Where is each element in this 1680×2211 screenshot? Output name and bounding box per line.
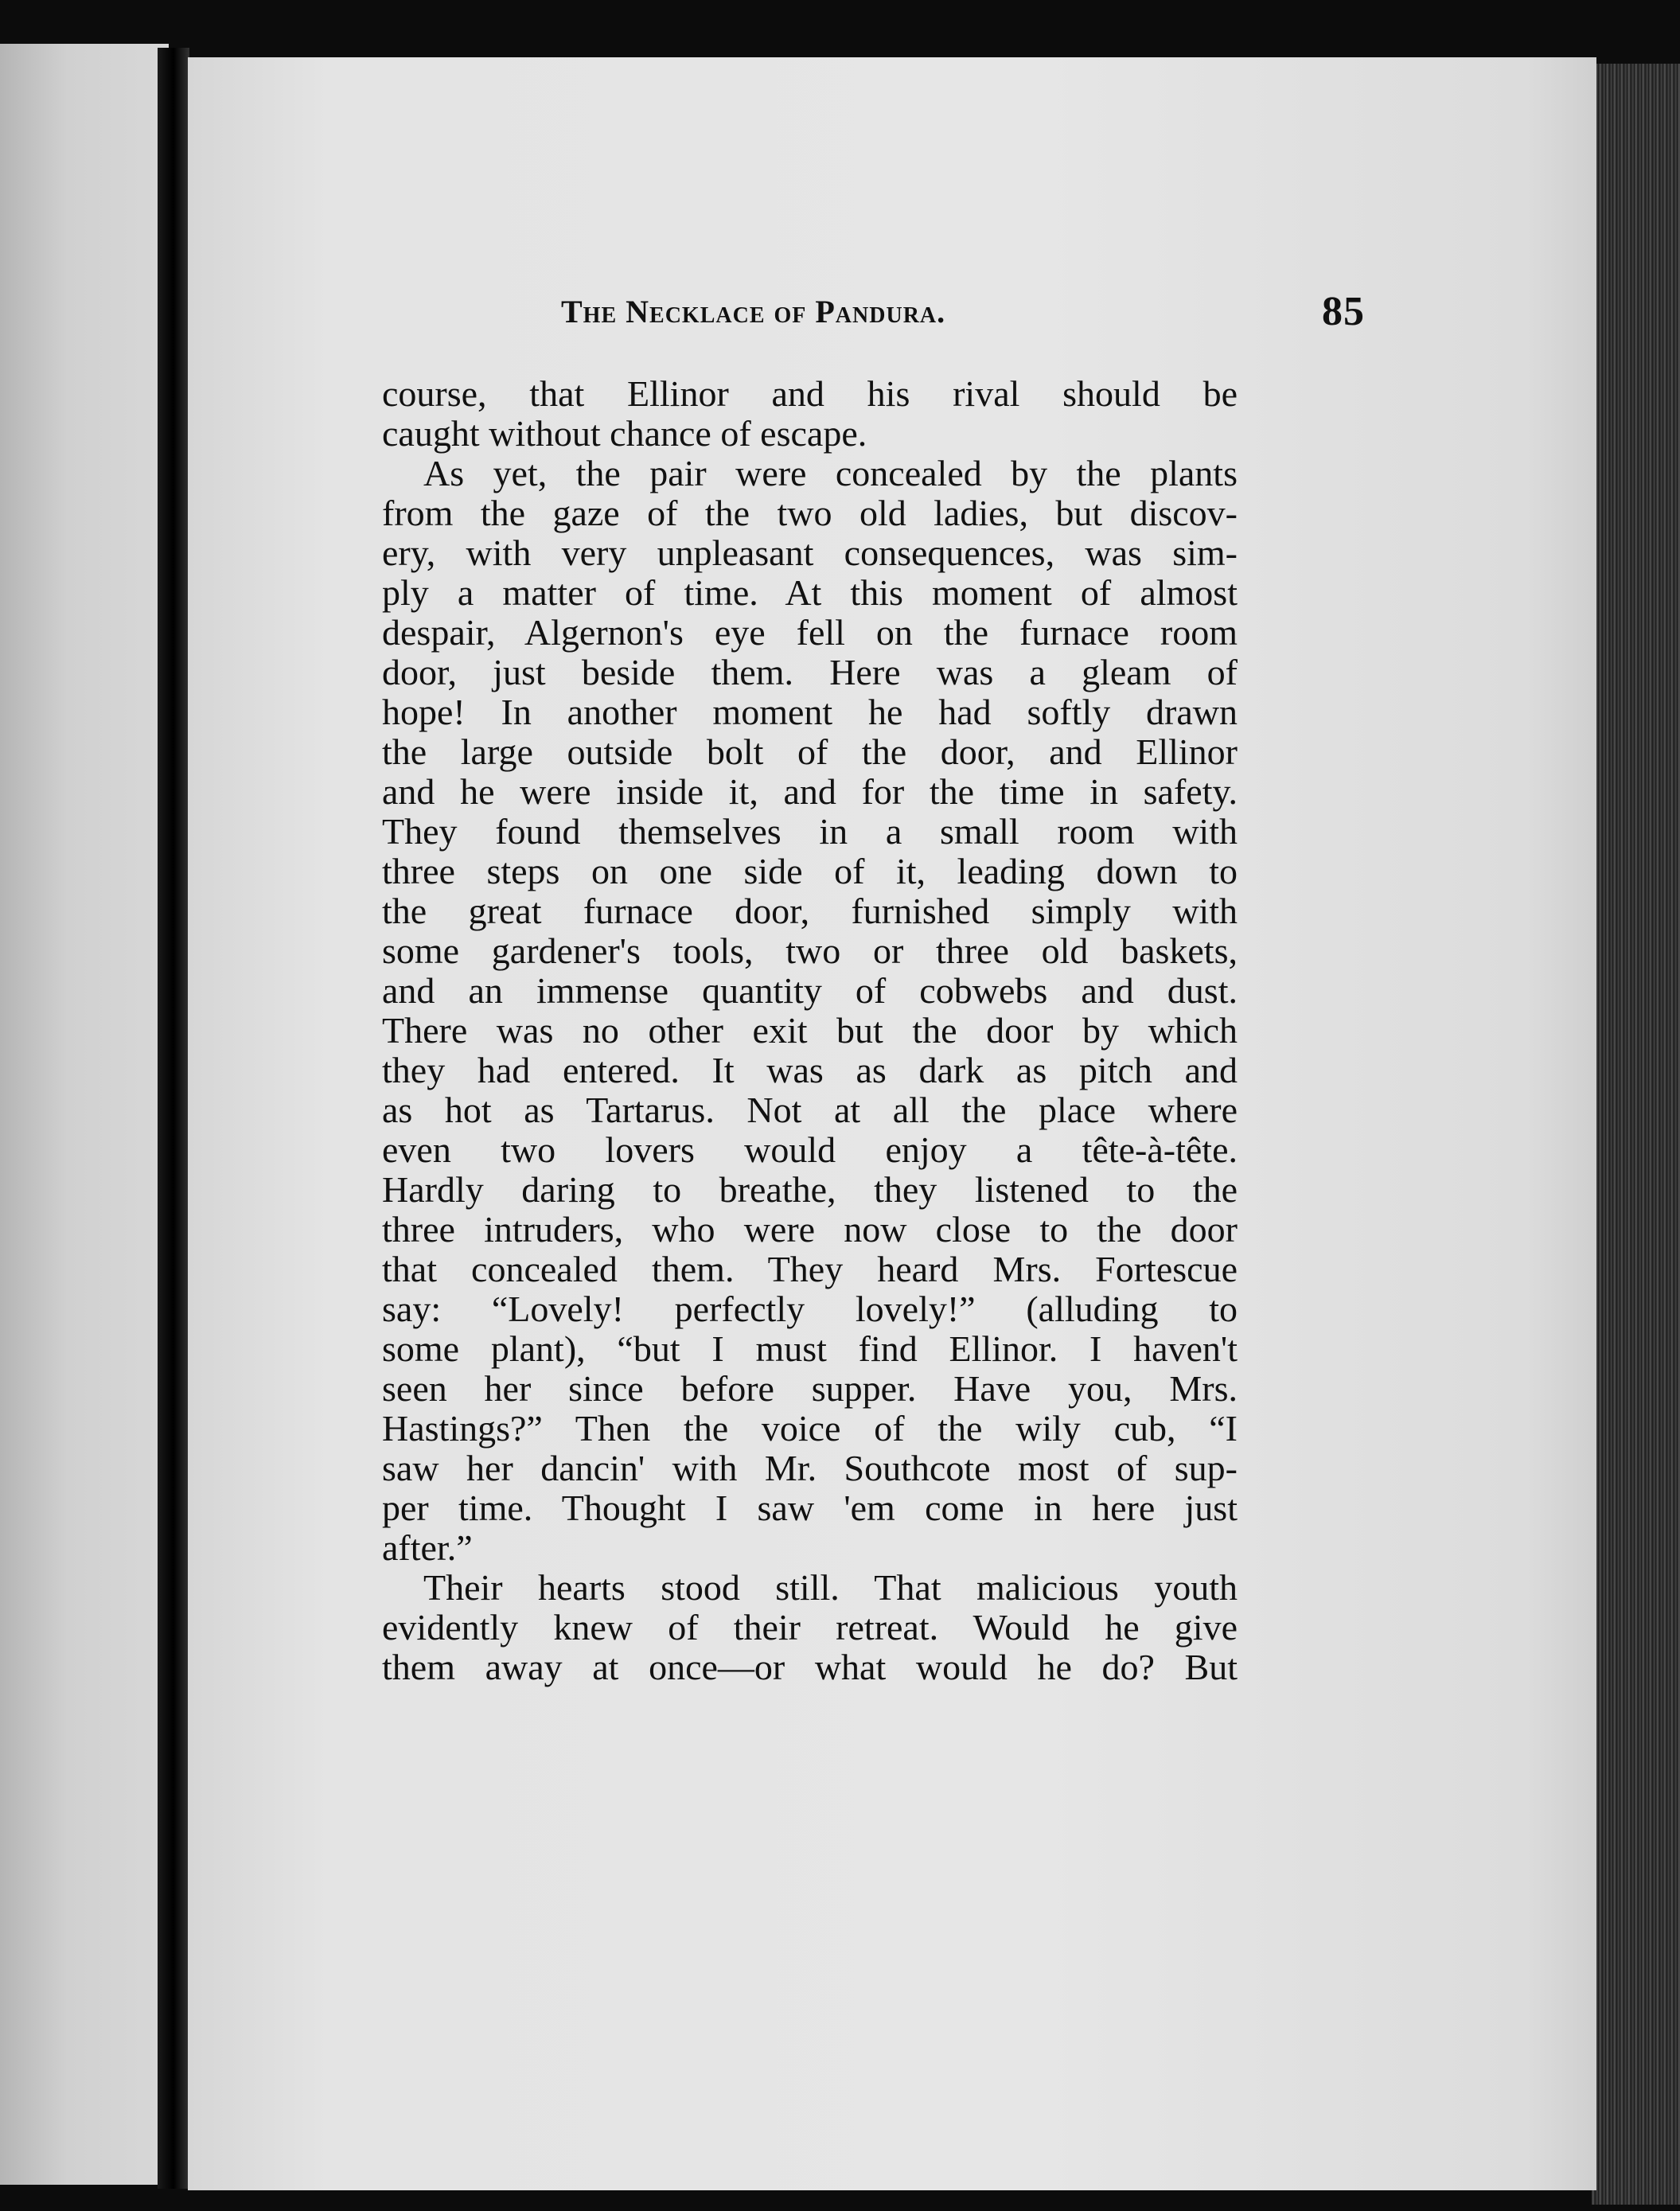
- text-line: evidently knew of their retreat. Would he give: [382, 1607, 1238, 1648]
- text-line: that concealed them. They heard Mrs. Fortescue: [382, 1249, 1238, 1289]
- text-line: and an immense quantity of cobwebs and dust.: [382, 970, 1238, 1011]
- text-line: door, just beside them. Here was a gleam of: [382, 652, 1238, 692]
- text-line: As yet, the pair were concealed by the plants: [423, 453, 1238, 493]
- text-line: and he were inside it, and for the time in safety.: [382, 771, 1238, 812]
- text-line: them away at once—or what would he do? But: [382, 1647, 1238, 1687]
- text-line: three intruders, who were now close to the door: [382, 1209, 1238, 1250]
- text-line: from the gaze of the two old ladies, but discov-: [382, 493, 1238, 533]
- text-line: caught without chance of escape.: [382, 413, 867, 454]
- text-line: Hastings?” Then the voice of the wily cub, “I: [382, 1408, 1238, 1449]
- text-line: say: “Lovely! perfectly lovely!” (alluding to: [382, 1289, 1238, 1329]
- text-line: despair, Algernon's eye fell on the furnace room: [382, 612, 1238, 653]
- text-line: even two lovers would enjoy a tête-à-tête.: [382, 1129, 1238, 1170]
- text-line: Their hearts stood still. That malicious youth: [423, 1567, 1238, 1608]
- text-line: saw her dancin' with Mr. Southcote most of sup-: [382, 1448, 1238, 1488]
- body-text: [382, 374, 1238, 1687]
- text-line: they had entered. It was as dark as pitch and: [382, 1050, 1238, 1090]
- page-edges: [1592, 64, 1680, 2205]
- page-number: 85: [1322, 289, 1365, 334]
- text-line: per time. Thought I saw 'em come in here just: [382, 1488, 1238, 1528]
- text-line: some gardener's tools, two or three old baskets,: [382, 930, 1238, 971]
- text-line: course, that Ellinor and his rival should be: [382, 373, 1238, 414]
- text-line: three steps on one side of it, leading down to: [382, 851, 1238, 891]
- text-line: hope! In another moment he had softly drawn: [382, 692, 1238, 732]
- text-line: Hardly daring to breathe, they listened to the: [382, 1169, 1238, 1210]
- text-line: the large outside bolt of the door, and Ellinor: [382, 731, 1238, 772]
- text-line: as hot as Tartarus. Not at all the place where: [382, 1090, 1238, 1130]
- text-line: after.”: [382, 1527, 473, 1568]
- running-title: The Necklace of Pandura.: [561, 294, 946, 330]
- running-head: [561, 289, 1365, 334]
- text-line: ply a matter of time. At this moment of almost: [382, 572, 1238, 613]
- text-line: There was no other exit but the door by which: [382, 1010, 1238, 1051]
- text-line: the great furnace door, furnished simply with: [382, 891, 1238, 931]
- text-line: some plant), “but I must find Ellinor. I haven't: [382, 1328, 1238, 1369]
- book-gutter: [158, 48, 189, 2189]
- text-line: seen her since before supper. Have you, Mrs.: [382, 1368, 1238, 1409]
- text-line: They found themselves in a small room with: [382, 811, 1238, 852]
- text-line: ery, with very unpleasant consequences, was sim-: [382, 532, 1238, 573]
- facing-page-edge: [0, 44, 169, 2185]
